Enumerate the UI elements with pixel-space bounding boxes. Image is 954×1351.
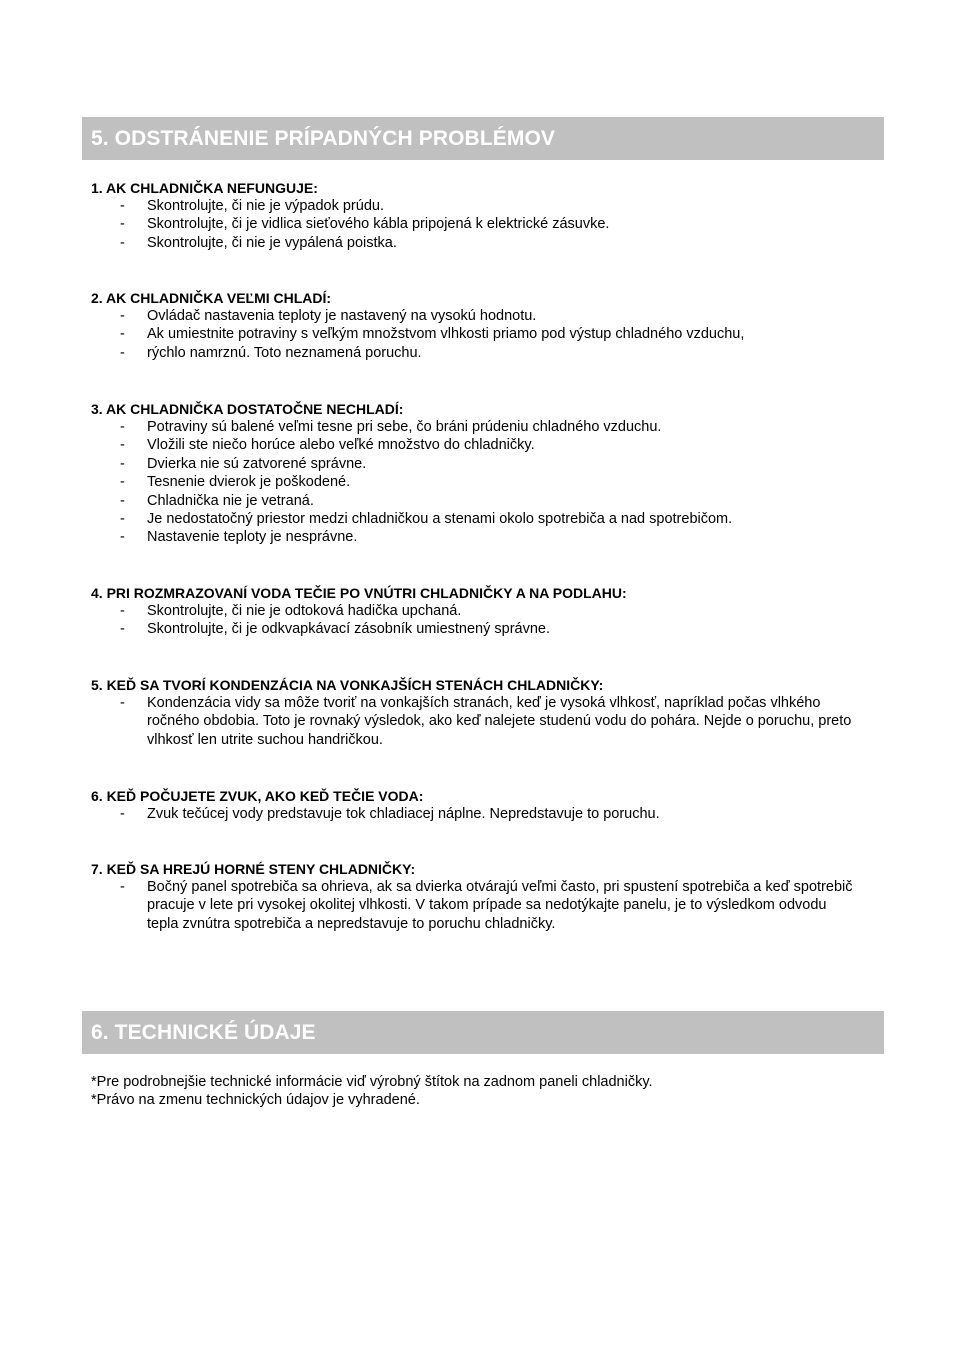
bullet-dash: - (120, 492, 125, 509)
section-title: 5. ODSTRÁNENIE PRÍPADNÝCH PROBLÉMOV (91, 126, 555, 150)
list-item-text: Ovládač nastavenia teploty je nastavený na vysokú hodnotu. (147, 308, 537, 324)
problem-heading: 3. AK CHLADNIČKA DOSTATOČNE NECHLADÍ: (91, 401, 404, 417)
problem-block-1 (91, 179, 861, 252)
list-item (91, 436, 861, 454)
list-item (91, 878, 861, 933)
list-item (91, 510, 861, 528)
list-item-text: Potraviny sú balené veľmi tesne pri sebe, čo bráni prúdeniu chladného vzduchu. (147, 419, 662, 435)
problem-heading: 1. AK CHLADNIČKA NEFUNGUJE: (91, 180, 318, 196)
bullet-dash: - (120, 326, 125, 343)
list-item-text: rýchlo namrznú. Toto neznamená poruchu. (147, 344, 422, 361)
problem-items (91, 418, 861, 547)
problem-items (91, 878, 861, 933)
list-item-text: Skontrolujte, či nie je odtoková hadička upchaná. (147, 603, 462, 619)
problem-heading: 6. KEĎ POČUJETE ZVUK, AKO KEĎ TEČIE VODA: (91, 788, 424, 804)
bullet-dash: - (120, 234, 125, 251)
list-item (91, 694, 861, 749)
bullet-dash: - (120, 198, 125, 214)
list-item-text: Je nedostatočný priestor medzi chladničkou a stenami okolo spotrebiča a nad spotrebičom. (147, 511, 733, 528)
bullet-dash: - (120, 308, 125, 324)
list-item (91, 307, 861, 325)
list-item (91, 234, 861, 252)
list-item-text: Kondenzácia vidy sa môže tvoriť na vonkajších stranách, keď je vysoká vlhkosť, napríklad počas vlhkého ročného obdobia. Toto je rovnaký výsledok, ako keď nalejete studenú vodu do pohára. Nejde o poruchu, preto vlhkosť len utrite suchou handričkou. (147, 695, 852, 748)
problem-items (91, 197, 861, 252)
bullet-dash: - (120, 511, 125, 528)
problem-heading: 7. KEĎ SA HREJÚ HORNÉ STENY CHLADNIČKY: (91, 861, 416, 877)
problem-block-7 (91, 860, 861, 933)
problem-items (91, 602, 861, 639)
bullet-dash: - (120, 419, 125, 435)
problem-heading: 2. AK CHLADNIČKA VEĽMI CHLADÍ: (91, 290, 332, 306)
list-item-text: Zvuk tečúcej vody predstavuje tok chladiacej náplne. Nepredstavuje to poruchu. (147, 806, 660, 822)
note-line: *Pre podrobnejšie technické informácie viď výrobný štítok na zadnom paneli chladničky. (91, 1074, 653, 1090)
list-item-text: Bočný panel spotrebiča sa ohrieva, ak sa dvierka otvárajú veľmi často, pri spustení spotrebiča a keď spotrebič pracuje v lete pri vysokej okolitej vlhkosti. V takom prípade sa nedotýkajte panelu, je to výsledkom odvodu tepla zvnútra spotrebiča a nepredstavuje to poruchu chladničky. (147, 879, 853, 932)
list-item-text: Nastavenie teploty je nesprávne. (147, 529, 358, 546)
list-item-text: Dvierka nie sú zatvorené správne. (147, 455, 367, 472)
problem-items (91, 694, 861, 749)
bullet-dash: - (120, 474, 125, 491)
problem-block-2 (91, 289, 861, 362)
list-item (91, 325, 861, 343)
bullet-dash: - (120, 603, 125, 619)
bullet-dash: - (120, 455, 125, 472)
list-item (91, 805, 861, 823)
problem-block-3 (91, 400, 861, 547)
bullet-dash: - (120, 621, 125, 638)
list-item (91, 528, 861, 546)
section-header-troubleshooting (82, 117, 884, 160)
bullet-dash: - (120, 806, 125, 822)
list-item (91, 197, 861, 215)
list-item (91, 344, 861, 362)
list-item (91, 455, 861, 473)
problem-heading: 5. KEĎ SA TVORÍ KONDENZÁCIA NA VONKAJŠÍCH STENÁCH CHLADNIČKY: (91, 677, 604, 693)
list-item (91, 473, 861, 491)
section-title: 6. TECHNICKÉ ÚDAJE (91, 1020, 316, 1044)
list-item (91, 418, 861, 436)
list-item-text: Tesnenie dvierok je poškodené. (147, 474, 351, 491)
bullet-dash: - (120, 529, 125, 546)
list-item-text: Ak umiestnite potraviny s veľkým množstvom vlhkosti priamo pod výstup chladného vzduchu, (147, 326, 745, 343)
problem-items (91, 307, 861, 362)
list-item (91, 215, 861, 233)
bullet-dash: - (120, 437, 125, 454)
list-item-text: Vložili ste niečo horúce alebo veľké množstvo do chladničky. (147, 437, 535, 454)
list-item-text: Chladnička nie je vetraná. (147, 492, 314, 509)
section-header-technical (82, 1011, 884, 1054)
list-item-text: Skontrolujte, či nie je vypálená poistka. (147, 234, 397, 251)
bullet-dash: - (120, 216, 125, 233)
problem-heading: 4. PRI ROZMRAZOVANÍ VODA TEČIE PO VNÚTRI CHLADNIČKY A NA PODLAHU: (91, 585, 627, 601)
list-item (91, 492, 861, 510)
note-line: *Právo na zmenu technických údajov je vyhradené. (91, 1092, 420, 1108)
list-item-text: Skontrolujte, či je odkvapkávací zásobník umiestnený správne. (147, 621, 550, 638)
problem-block-5 (91, 676, 861, 749)
list-item-text: Skontrolujte, či nie je výpadok prúdu. (147, 198, 384, 214)
technical-notes (91, 1073, 871, 1109)
problem-block-6 (91, 787, 861, 823)
list-item (91, 620, 861, 638)
bullet-dash: - (120, 344, 125, 361)
bullet-dash: - (120, 879, 125, 895)
list-item (91, 602, 861, 620)
bullet-dash: - (120, 695, 125, 711)
problem-block-4 (91, 584, 861, 639)
list-item-text: Skontrolujte, či je vidlica sieťového kábla pripojená k elektrické zásuvke. (147, 216, 610, 233)
problem-items (91, 805, 861, 823)
